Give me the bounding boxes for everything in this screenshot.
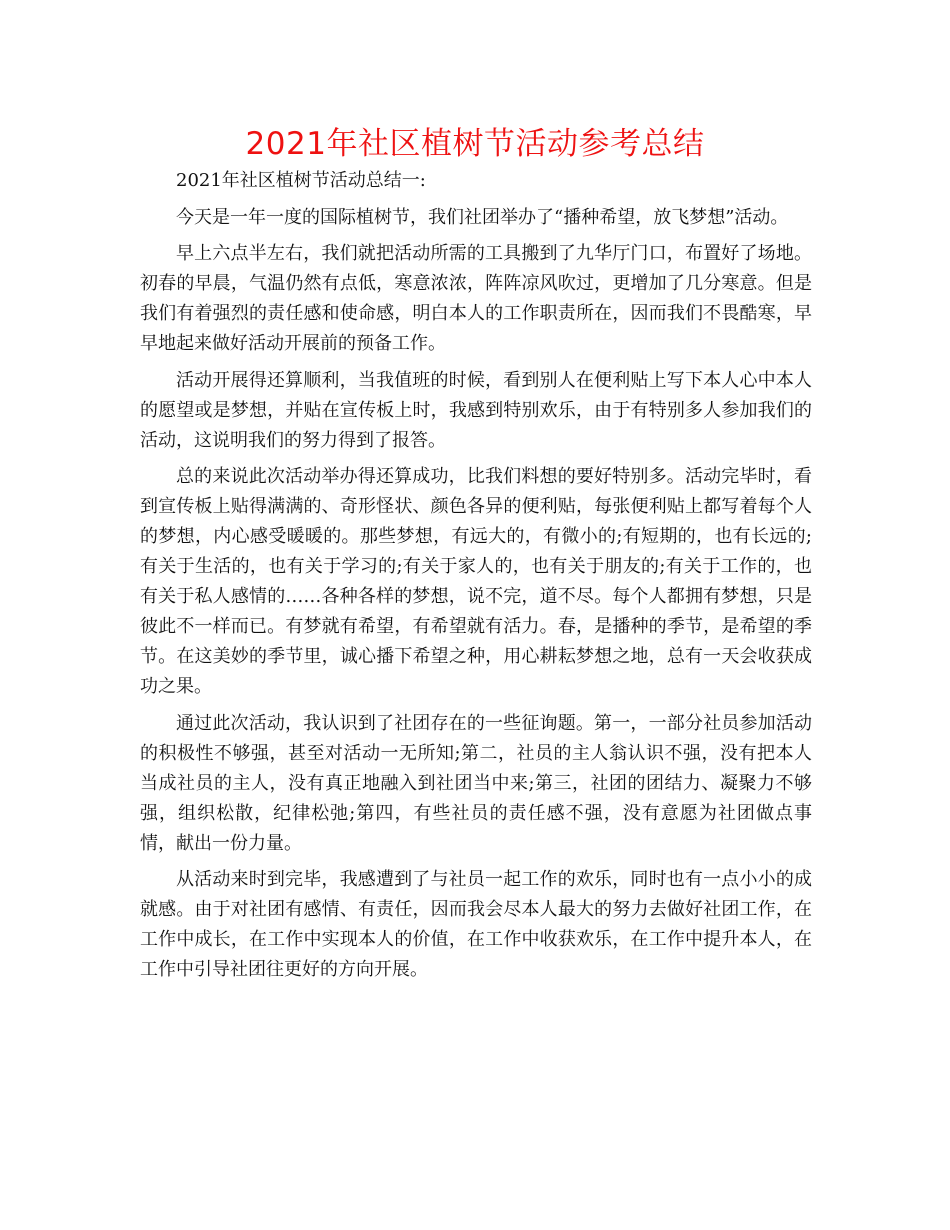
document-title: 2021年社区植树节活动参考总结 — [245, 126, 705, 162]
paragraph: 总的来说此次活动举办得还算成功，比我们料想的要好特别多。活动完毕时，看到宣传板上贴得满满的、奇形怪状、颜色各异的便利贴，每张便利贴上都写着每个人的梦想，内心感受暖暖的。那些梦想，有远大的，有微小的;有短期的，也有长远的;有关于生活的，也有关于学习的;有关于家人的，也有关于朋友的;有关于工作的，也有关于私人感情的……各种各样的梦想，说不完，道不尽。每个人都拥有梦想，只是彼此不一样而已。有梦就有希望，有希望就有活力。春，是播种的季节，是希望的季节。在这美妙的季节里，诚心播下希望之种，用心耕耘梦想之地，总有一天会收获成功之果。 — [140, 466, 812, 697]
paragraph: 从活动来时到完毕，我感遭到了与社员一起工作的欢乐，同时也有一点小小的成就感。由于对社团有感情、有责任，因而我会尽本人最大的努力去做好社团工作，在工作中成长，在工作中实现本人的价值，在工作中收获欢乐，在工作中提升本人，在工作中引导社团往更好的方向开展。 — [140, 869, 812, 980]
paragraph: 活动开展得还算顺利，当我值班的时候，看到别人在便利贴上写下本人心中本人的愿望或是梦想，并贴在宣传板上时，我感到特别欢乐，由于有特别多人参加我们的活动，这说明我们的努力得到了报答。 — [140, 369, 812, 451]
paragraph: 今天是一年一度的国际植树节，我们社团举办了“播种希望，放飞梦想”活动。 — [176, 206, 789, 228]
paragraph: 早上六点半左右，我们就把活动所需的工具搬到了九华厅门口，布置好了场地。初春的早晨，气温仍然有点低，寒意浓浓，阵阵凉风吹过，更增加了几分寒意。但是我们有着强烈的责任感和使命感，明白本人的工作职责所在，因而我们不畏酷寒，早早地起来做好活动开展前的预备工作。 — [140, 243, 812, 354]
paragraph-subheading: 2021年社区植树节活动总结一: — [176, 170, 426, 191]
paragraph: 通过此次活动，我认识到了社团存在的一些征询题。第一，一部分社员参加活动的积极性不够强，甚至对活动一无所知;第二，社员的主人翁认识不强，没有把本人当成社员的主人，没有真正地融入到社团当中来;第三，社团的团结力、凝聚力不够强，组织松散，纪律松弛;第四，有些社员的责任感不强，没有意愿为社团做点事情，献出一份力量。 — [140, 712, 812, 854]
document-body — [140, 166, 812, 992]
